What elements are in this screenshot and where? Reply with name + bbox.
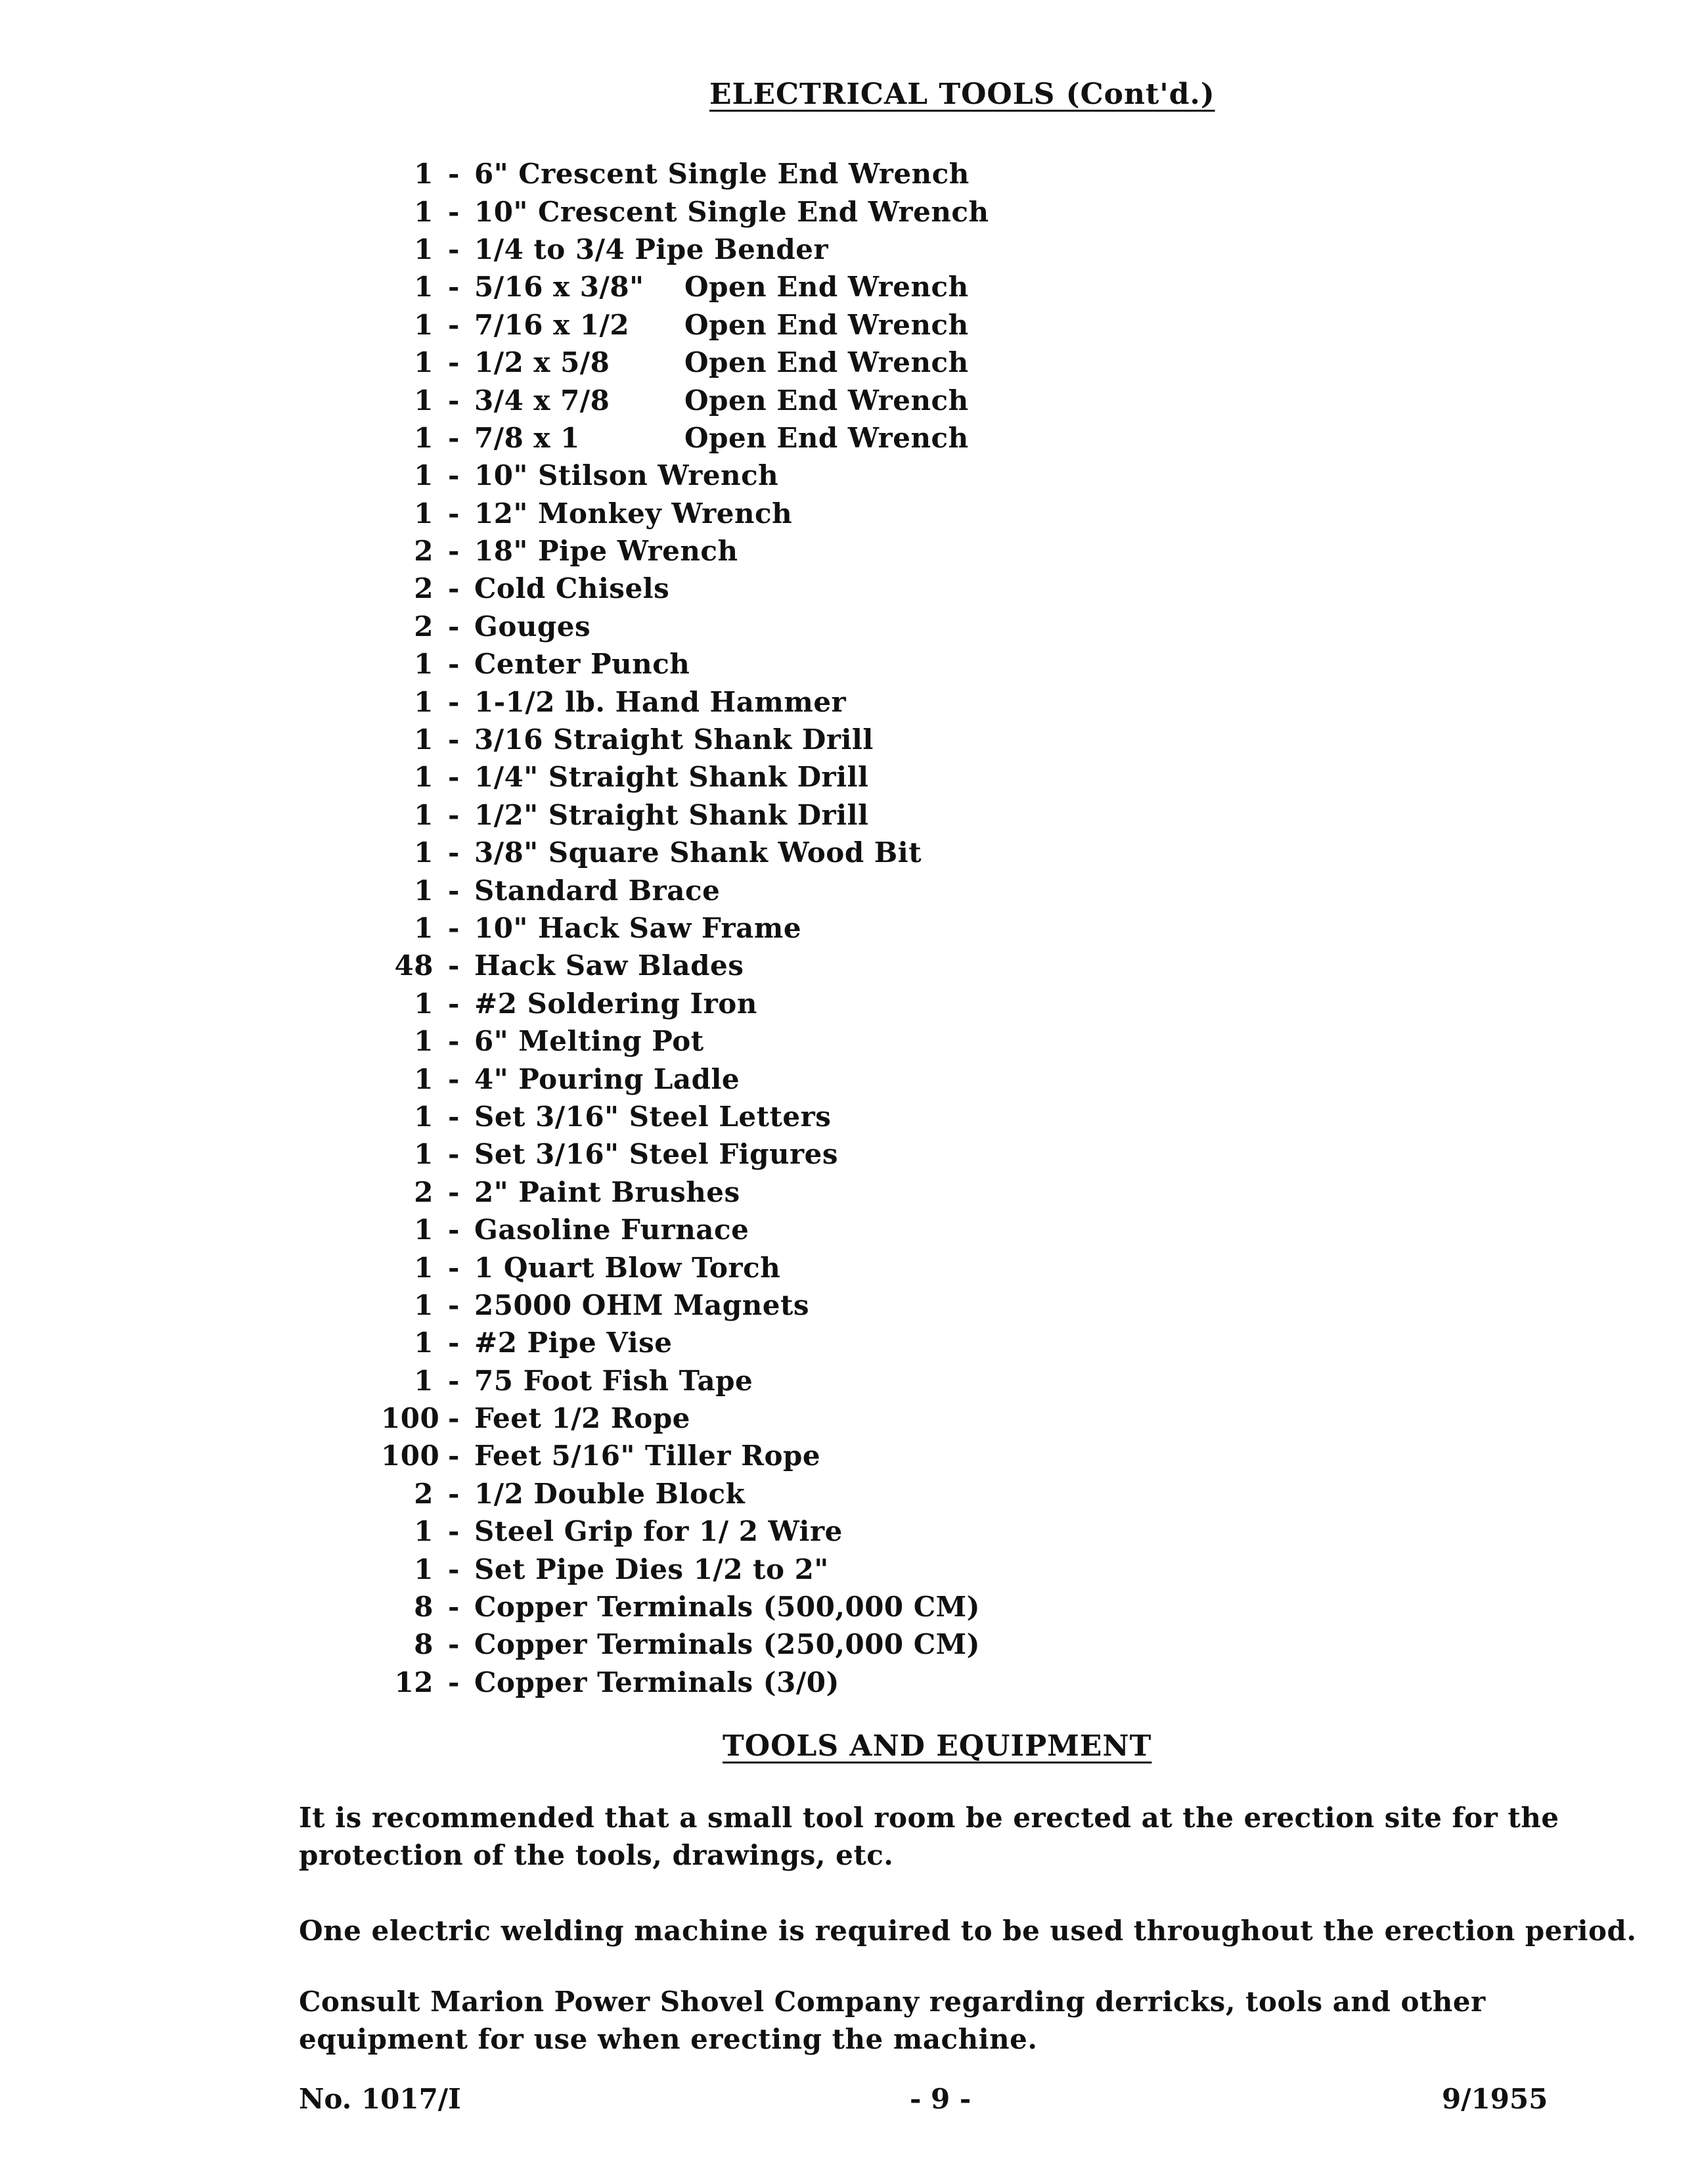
tool-quantity: 1 [414,459,434,492]
tool-dash: - [448,949,460,982]
section-heading-tools-and-equipment: TOOLS AND EQUIPMENT [723,1729,1152,1763]
tool-dash: - [448,1138,460,1171]
tool-size: 1/2 x 5/8 [474,346,610,379]
tool-list-item [381,1098,1366,1135]
tool-quantity: 1 [414,761,434,794]
tool-description: Set 3/16" Steel Figures [474,1138,839,1171]
paragraph-tool-room: It is recommended that a small tool room be erected at the erection site for the protection of the tools, drawings, etc. [299,1802,1559,1871]
tool-list-item [381,1060,1366,1097]
footer-document-number: No. 1017/I [299,2083,461,2115]
tool-description: #2 Soldering Iron [474,987,757,1020]
tool-dash: - [448,271,460,304]
tool-list-item [381,871,1366,909]
tool-dash: - [448,497,460,530]
tool-quantity: 1 [414,1327,434,1359]
tool-dash: - [448,836,460,869]
tool-quantity: 1 [414,685,434,718]
tool-description: Copper Terminals (500,000 CM) [474,1591,981,1624]
tool-quantity: 8 [414,1628,434,1661]
tool-quantity: 48 [394,949,434,982]
tool-quantity: 1 [414,497,434,530]
tool-list-item [381,306,1366,344]
tool-dash: - [448,1477,460,1510]
tool-list-item [381,1248,1366,1286]
tool-dash: - [448,535,460,568]
tool-list-item [381,796,1366,834]
tool-list-item [381,1588,1366,1626]
tool-description: 2" Paint Brushes [474,1175,740,1208]
tool-quantity: 12 [394,1666,434,1698]
tool-quantity: 1 [414,271,434,304]
tool-list-item [381,608,1366,645]
tool-dash: - [448,1515,460,1548]
tool-description: Steel Grip for 1/ 2 Wire [474,1515,843,1548]
tool-list-item [381,947,1366,984]
tool-quantity: 1 [414,912,434,944]
tool-dash: - [448,1214,460,1246]
tool-list-item [381,1475,1366,1513]
tool-list-item [381,1550,1366,1587]
tool-description: 1 Quart Blow Torch [474,1251,781,1284]
tool-description: 6" Melting Pot [474,1025,704,1058]
tool-quantity: 2 [414,572,434,605]
tool-list-item [381,1135,1366,1173]
tool-list-item [381,1626,1366,1663]
tool-description: 75 Foot Fish Tape [474,1364,753,1397]
tool-description: 25000 OHM Magnets [474,1288,809,1321]
tool-dash: - [448,1628,460,1661]
section-heading-electrical-tools: ELECTRICAL TOOLS (Cont'd.) [709,78,1215,111]
tool-dash: - [448,1288,460,1321]
tool-list-item [381,457,1366,494]
tool-size: 3/4 x 7/8 [474,384,610,417]
tool-dash: - [448,987,460,1020]
tool-list-item [381,344,1366,381]
tool-dash: - [448,1591,460,1624]
tool-description: 1/4" Straight Shank Drill [474,761,869,794]
tool-description: 1-1/2 lb. Hand Hammer [474,685,847,718]
tool-list-item [381,1286,1366,1324]
tool-dash: - [448,1100,460,1133]
tool-dash: - [448,1327,460,1359]
tool-quantity: 1 [414,1138,434,1171]
tool-dash: - [448,572,460,605]
tool-quantity: 1 [414,1062,434,1095]
tool-dash: - [448,1402,460,1435]
tool-dash: - [448,874,460,907]
tool-description: Feet 1/2 Rope [474,1402,690,1435]
footer-page-number: - 9 - [910,2083,971,2115]
tool-dash: - [448,1251,460,1284]
tool-quantity: 1 [414,346,434,379]
tool-quantity: 1 [414,987,434,1020]
tool-quantity: 1 [414,421,434,454]
tool-description: Cold Chisels [474,572,670,605]
tool-quantity: 1 [414,233,434,265]
tool-list-item [381,231,1366,268]
tool-list-item [381,193,1366,230]
tool-quantity: 1 [414,1025,434,1058]
tool-description: Open End Wrench [684,346,969,379]
tool-dash: - [448,912,460,944]
tool-quantity: 1 [414,648,434,681]
tool-quantity: 2 [414,610,434,643]
tool-description: 1/4 to 3/4 Pipe Bender [474,233,829,265]
tool-quantity: 2 [414,535,434,568]
tool-description: Copper Terminals (250,000 CM) [474,1628,981,1661]
tool-description: 12" Monkey Wrench [474,497,793,530]
tool-quantity: 1 [414,1288,434,1321]
tool-quantity: 1 [414,798,434,831]
tool-list-item [381,155,1366,193]
tool-description: 1/2 Double Block [474,1477,746,1510]
tool-description: Gasoline Furnace [474,1214,749,1246]
tool-size: 7/16 x 1/2 [474,308,630,341]
tool-quantity: 1 [414,836,434,869]
tool-description: 10" Stilson Wrench [474,459,779,492]
tool-dash: - [448,346,460,379]
tool-list-item [381,1513,1366,1550]
tool-description: 10" Hack Saw Frame [474,912,802,944]
tool-description: Set Pipe Dies 1/2 to 2" [474,1553,829,1585]
tool-description: Gouges [474,610,591,643]
paragraph-welding-machine: One electric welding machine is required to be used throughout the erection period. [299,1915,1637,1947]
tool-list-item [381,1362,1366,1399]
tool-description: Open End Wrench [684,308,969,341]
tool-description: Open End Wrench [684,421,969,454]
tool-dash: - [448,384,460,417]
tool-description: Copper Terminals (3/0) [474,1666,839,1698]
tool-quantity: 1 [414,308,434,341]
tool-description: 3/8" Square Shank Wood Bit [474,836,922,869]
tool-quantity: 1 [414,384,434,417]
tool-dash: - [448,610,460,643]
tool-dash: - [448,1364,460,1397]
tool-list-item [381,1324,1366,1361]
tool-list-item [381,683,1366,720]
tool-quantity: 1 [414,1553,434,1585]
tool-quantity: 100 [381,1440,440,1472]
tool-list-item [381,834,1366,871]
tool-description: 1/2" Straight Shank Drill [474,798,869,831]
tool-dash: - [448,1666,460,1698]
tool-description: 4" Pouring Ladle [474,1062,740,1095]
tool-list-item [381,645,1366,683]
tool-quantity: 1 [414,1100,434,1133]
tool-dash: - [448,1175,460,1208]
tool-list-item [381,985,1366,1022]
paragraph-consult-marion: Consult Marion Power Shovel Company regarding derricks, tools and other equipment for use when erecting the machine. [299,1986,1486,2055]
tool-dash: - [448,761,460,794]
tool-list-item [381,570,1366,607]
tool-list-item [381,1211,1366,1248]
tool-list-item [381,721,1366,758]
tool-dash: - [448,685,460,718]
tool-dash: - [448,723,460,756]
tool-list-item [381,1664,1366,1701]
tool-size: 7/8 x 1 [474,421,580,454]
tool-list-item [381,495,1366,532]
tool-description: Standard Brace [474,874,721,907]
tool-dash: - [448,648,460,681]
tool-description: 3/16 Straight Shank Drill [474,723,874,756]
tool-dash: - [448,1553,460,1585]
footer-date: 9/1955 [1442,2083,1548,2115]
tool-quantity: 1 [414,158,434,191]
tool-dash: - [448,1440,460,1472]
tool-list-item [381,532,1366,570]
tool-list [381,155,1366,1701]
tool-dash: - [448,158,460,191]
tool-description: 10" Crescent Single End Wrench [474,195,989,228]
tool-quantity: 100 [381,1402,440,1435]
tool-dash: - [448,195,460,228]
tool-list-item [381,1173,1366,1211]
tool-dash: - [448,798,460,831]
tool-list-item [381,419,1366,457]
tool-description: Open End Wrench [684,271,969,304]
tool-list-item [381,268,1366,306]
tool-description: #2 Pipe Vise [474,1327,673,1359]
tool-description: Center Punch [474,648,690,681]
tool-dash: - [448,421,460,454]
tool-list-item [381,758,1366,796]
tool-dash: - [448,459,460,492]
tool-description: Feet 5/16" Tiller Rope [474,1440,821,1472]
tool-list-item [381,381,1366,419]
tool-quantity: 8 [414,1591,434,1624]
tool-description: 6" Crescent Single End Wrench [474,158,970,191]
tool-dash: - [448,1025,460,1058]
tool-list-item [381,1437,1366,1474]
tool-quantity: 1 [414,874,434,907]
tool-quantity: 1 [414,1214,434,1246]
tool-dash: - [448,308,460,341]
tool-list-item [381,1399,1366,1437]
tool-description: Set 3/16" Steel Letters [474,1100,832,1133]
tool-quantity: 2 [414,1175,434,1208]
tool-quantity: 2 [414,1477,434,1510]
tool-quantity: 1 [414,1515,434,1548]
tool-list-item [381,909,1366,947]
tool-list-item [381,1022,1366,1060]
tool-description: Open End Wrench [684,384,969,417]
tool-dash: - [448,233,460,265]
tool-quantity: 1 [414,1251,434,1284]
tool-quantity: 1 [414,1364,434,1397]
tool-quantity: 1 [414,723,434,756]
tool-description: 18" Pipe Wrench [474,535,738,568]
tool-quantity: 1 [414,195,434,228]
tool-dash: - [448,1062,460,1095]
tool-description: Hack Saw Blades [474,949,744,982]
tool-size: 5/16 x 3/8" [474,271,644,304]
